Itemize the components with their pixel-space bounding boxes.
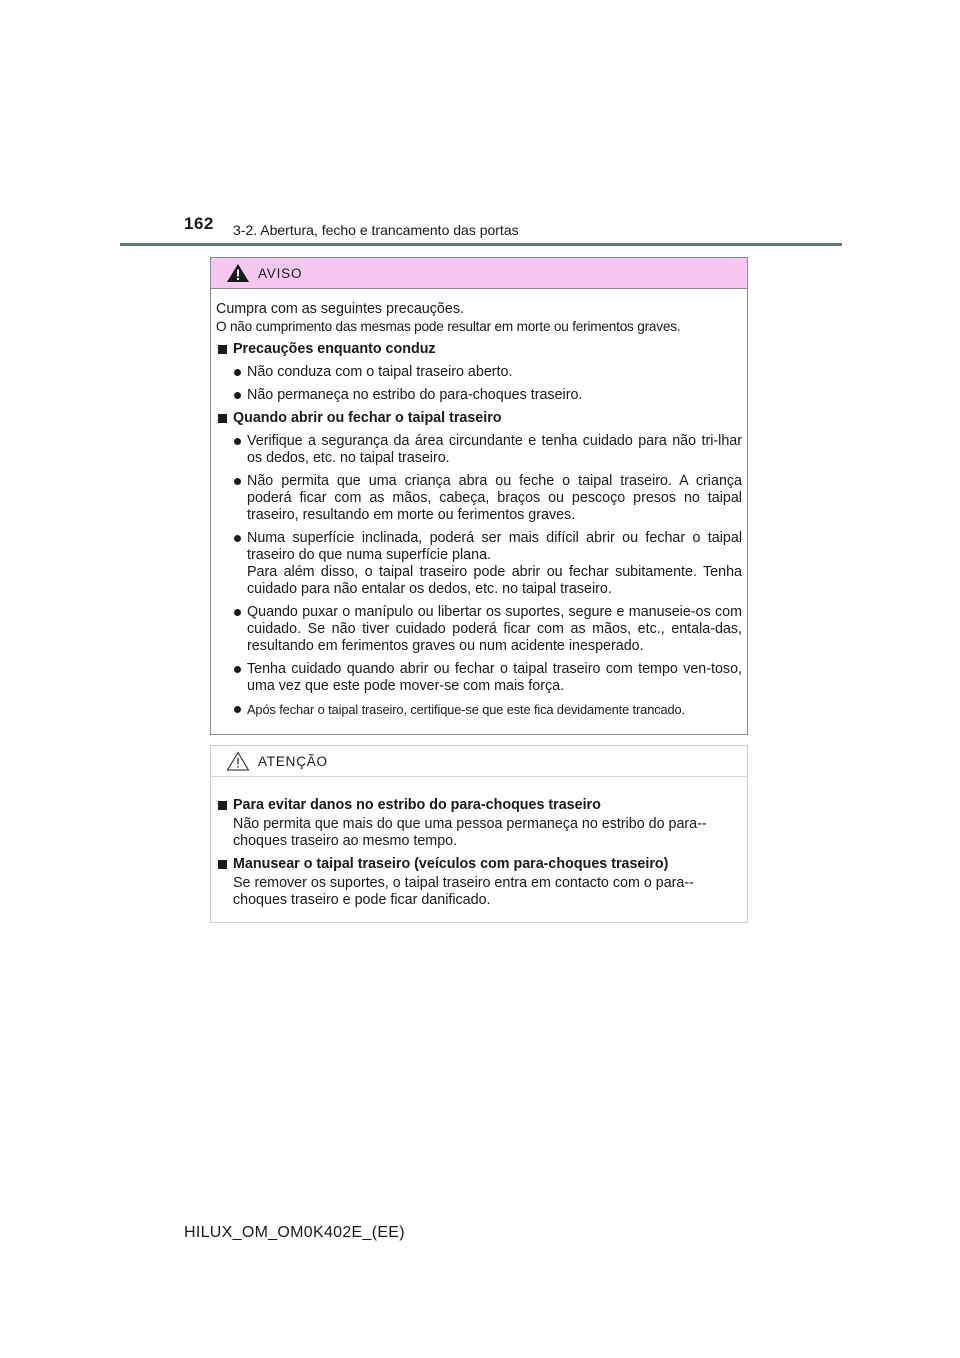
warning-intro bbox=[216, 301, 742, 335]
round-bullet-icon bbox=[234, 438, 241, 445]
warning-box bbox=[210, 257, 748, 735]
list-item-text: Verifique a segurança da área circundante e tenha cuidado para não tri-lhar os dedos, etc. no taipal traseiro. bbox=[247, 433, 742, 466]
square-bullet-icon bbox=[218, 860, 227, 869]
caution-box bbox=[210, 745, 748, 923]
list-item bbox=[231, 387, 742, 404]
caution-box-body bbox=[211, 777, 747, 909]
warning-box-body bbox=[211, 289, 747, 718]
topic-paragraph: Se remover os suportes, o taipal traseiro entra em contacto com o para--choques traseiro e pode ficar danificado. bbox=[233, 875, 694, 908]
round-bullet-icon bbox=[234, 478, 241, 485]
topic-title: Quando abrir ou fechar o taipal traseiro bbox=[233, 410, 502, 426]
round-bullet-icon bbox=[234, 609, 241, 616]
topic-title: Para evitar danos no estribo do para-choques traseiro bbox=[233, 797, 601, 813]
list-item-text: Não permaneça no estribo do para-choques traseiro. bbox=[247, 387, 583, 403]
caution-triangle-icon bbox=[226, 751, 250, 771]
intro-line-1: Cumpra com as seguintes precauções. bbox=[216, 301, 464, 317]
round-bullet-icon bbox=[234, 369, 241, 376]
round-bullet-icon bbox=[234, 392, 241, 399]
list-item-text: Quando puxar o manípulo ou libertar os suportes, segure e manuseie-os com cuidado. Se não tiver cuidado poderá ficar com as mãos, etc., entala-das, resultando em ferimentos graves ou num acidente inesperado. bbox=[247, 604, 742, 654]
topic-paragraph: Não permita que mais do que uma pessoa permaneça no estribo do para--choques traseiro ao mesmo tempo. bbox=[233, 816, 707, 849]
list-item-text-part: Numa superfície inclinada, poderá ser mais difícil abrir ou fechar o taipal traseiro do que numa superfície plana. bbox=[247, 530, 742, 563]
square-bullet-icon bbox=[218, 345, 227, 354]
section-title: 3-2. Abertura, fecho e trancamento das portas bbox=[233, 222, 519, 238]
round-bullet-icon bbox=[234, 535, 241, 542]
list-item bbox=[231, 701, 742, 718]
intro-line-2: O não cumprimento das mesmas pode resultar em morte ou ferimentos graves. bbox=[216, 319, 681, 334]
list-item bbox=[231, 433, 742, 467]
topic-heading bbox=[216, 797, 742, 814]
header-rule bbox=[120, 243, 842, 246]
topic-title: Manusear o taipal traseiro (veículos com para-choques traseiro) bbox=[233, 856, 669, 872]
round-bullet-icon bbox=[234, 706, 241, 713]
topic-heading bbox=[216, 410, 742, 427]
caution-box-header bbox=[211, 746, 747, 777]
topic-title: Precauções enquanto conduz bbox=[233, 341, 436, 357]
list-item-text: Não permita que uma criança abra ou feche o taipal traseiro. A criança poderá ficar com as mãos, cabeça, braços ou pescoço presos no taipal traseiro, resultando em morte ou ferimentos graves. bbox=[247, 473, 742, 523]
list-item-text-part: Para além disso, o taipal traseiro pode abrir ou fechar subitamente. Tenha cuidado para não entalar os dedos, etc. no taipal traseiro. bbox=[247, 564, 742, 597]
square-bullet-icon bbox=[218, 414, 227, 423]
list-item bbox=[231, 604, 742, 655]
list-item-text: Não conduza com o taipal traseiro aberto. bbox=[247, 364, 513, 380]
topic-heading bbox=[216, 341, 742, 358]
list-item-text: Após fechar o taipal traseiro, certifique-se que este fica devidamente trancado. bbox=[247, 702, 686, 717]
document-code: HILUX_OM_OM0K402E_(EE) bbox=[184, 1224, 405, 1241]
page-number: 162 bbox=[184, 214, 214, 233]
list-item bbox=[231, 661, 742, 695]
list-item-text: Tenha cuidado quando abrir ou fechar o taipal traseiro com tempo ven-toso, uma vez que este pode mover-se com mais força. bbox=[247, 661, 742, 694]
square-bullet-icon bbox=[218, 801, 227, 810]
warning-triangle-icon bbox=[226, 263, 250, 283]
warning-label: AVISO bbox=[258, 265, 303, 281]
warning-box-header bbox=[211, 258, 747, 289]
list-item bbox=[231, 364, 742, 381]
round-bullet-icon bbox=[234, 666, 241, 673]
list-item-text bbox=[247, 530, 742, 598]
list-item bbox=[231, 530, 742, 598]
caution-label: ATENÇÃO bbox=[258, 753, 328, 769]
topic-heading bbox=[216, 856, 742, 873]
list-item bbox=[231, 473, 742, 524]
